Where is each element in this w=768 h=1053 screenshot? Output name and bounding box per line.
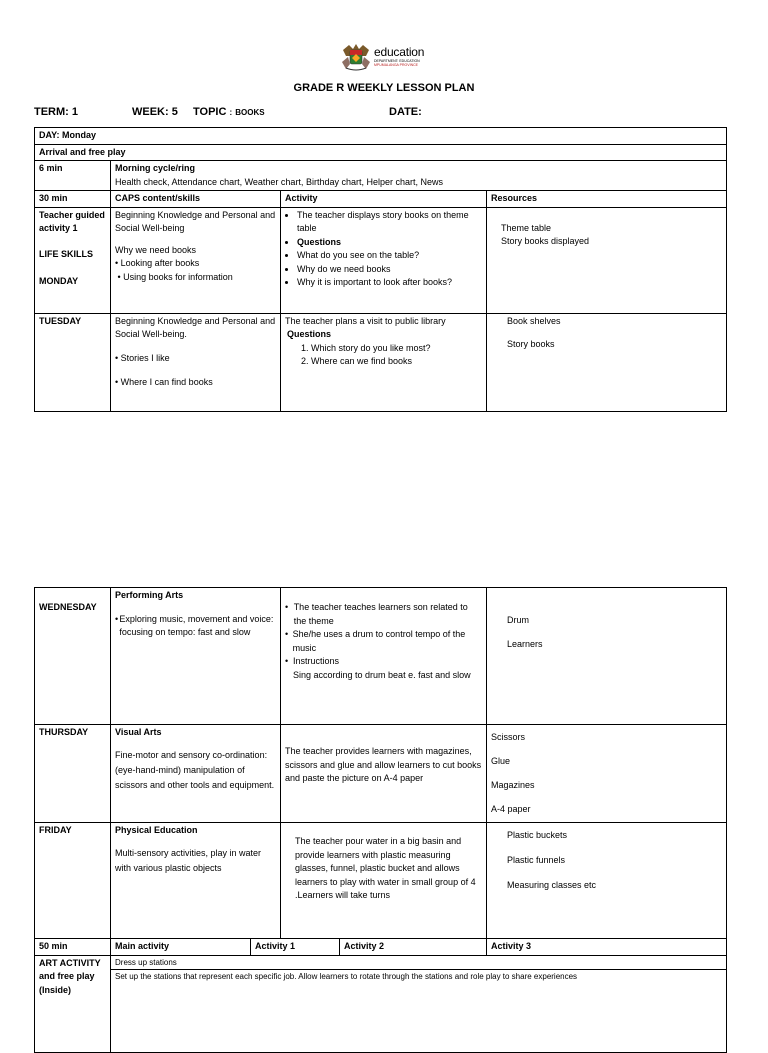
col-time: 30 min: [35, 191, 111, 208]
col-activity-1: Activity 1: [251, 939, 340, 956]
tuesday-activity-cell: The teacher plans a visit to public library Questions 1. Which story do you like most? 2. Where can we find books: [281, 313, 487, 411]
thursday-resources-cell: Scissors Glue Magazines A-4 paper: [487, 725, 727, 823]
term-label: TERM: 1: [34, 106, 78, 118]
logo-subtitle: DEPARTMENT: EDUCATION MPUMALANGA PROVINCE: [374, 59, 420, 67]
setup-cell: Set up the stations that represent each specific job. Allow learners to rotate through the stations and role play to share experiences: [111, 969, 727, 1052]
day-row: DAY: Monday: [35, 128, 727, 145]
thursday-activity-cell: The teacher provides learners with magazines, scissors and glue and allow learners to cut books and paste the picture on A-4 paper: [281, 725, 487, 823]
education-logo: [340, 42, 432, 72]
lesson-table-wed-fri: [34, 587, 727, 939]
wednesday-activity-cell: • The teacher teaches learners son related to the theme • She/he uses a drum to control tempo of the music • Instructions Sing according to drum beat e. fast and slow: [281, 588, 487, 725]
dress-up-cell: Dress up stations: [111, 955, 727, 969]
lesson-table-monday-tuesday: [34, 127, 727, 412]
col-activity-3: Activity 3: [487, 939, 727, 956]
col-resources: Resources: [487, 191, 727, 208]
wednesday-caps-cell: Performing Arts • Exploring music, movement and voice: focusing on tempo: fast and slow: [111, 588, 281, 725]
monday-resources-cell: Theme table Story books displayed: [487, 207, 727, 313]
coat-of-arms-icon: [340, 42, 372, 72]
art-time: 50 min: [35, 939, 111, 956]
tuesday-resources-cell: Book shelves Story books: [487, 313, 727, 411]
col-activity: Activity: [281, 191, 487, 208]
ring-time: 6 min: [35, 161, 111, 191]
friday-caps-cell: Physical Education Multi-sensory activities, play in water with various plastic objects: [111, 823, 281, 939]
date-label: DATE:: [389, 106, 422, 118]
art-activity-table: [34, 938, 727, 1053]
document-title: GRADE R WEEKLY LESSON PLAN: [293, 82, 475, 94]
art-left-cell: ART ACTIVITY and free play (Inside): [35, 955, 111, 1052]
ring-cell: Morning cycle/ring Health check, Attendance chart, Weather chart, Birthday chart, Helper chart, News: [111, 161, 727, 191]
friday-resources-cell: Plastic buckets Plastic funnels Measuring classes etc: [487, 823, 727, 939]
topic-value: BOOKS: [235, 108, 265, 117]
col-main-activity: Main activity: [111, 939, 251, 956]
logo-wordmark: education: [374, 45, 425, 59]
topic-label: TOPIC : BOOKS: [193, 106, 265, 118]
col-caps: CAPS content/skills: [111, 191, 281, 208]
week-label: WEEK: 5: [132, 106, 178, 118]
wednesday-resources-cell: Drum Learners: [487, 588, 727, 725]
wednesday-label: WEDNESDAY: [35, 588, 111, 725]
monday-activity-cell: • The teacher displays story books on theme table • Questions • What do you see on the table? • Why do we need books • Why it is important to look after books?: [281, 207, 487, 313]
thursday-label: THURSDAY: [35, 725, 111, 823]
arrival-row: Arrival and free play: [35, 144, 727, 161]
friday-label: FRIDAY: [35, 823, 111, 939]
friday-activity-cell: The teacher pour water in a big basin and provide learners with plastic measuring glasses, funnel, plastic bucket and allows learners to play with water in small group of 4 .Learners will take turns: [281, 823, 487, 939]
thursday-caps-cell: Visual Arts Fine-motor and sensory co-ordination: (eye-hand-mind) manipulation of scissors and other tools and equipment.: [111, 725, 281, 823]
monday-caps-cell: Beginning Knowledge and Personal and Social Well-being Why we need books • Looking after books • Using books for information: [111, 207, 281, 313]
col-activity-2: Activity 2: [340, 939, 487, 956]
monday-left-cell: Teacher guided activity 1 LIFE SKILLS MONDAY: [35, 207, 111, 313]
tuesday-caps-cell: Beginning Knowledge and Personal and Social Well-being. • Stories I like • Where I can find books: [111, 313, 281, 411]
tuesday-label: TUESDAY: [35, 313, 111, 411]
